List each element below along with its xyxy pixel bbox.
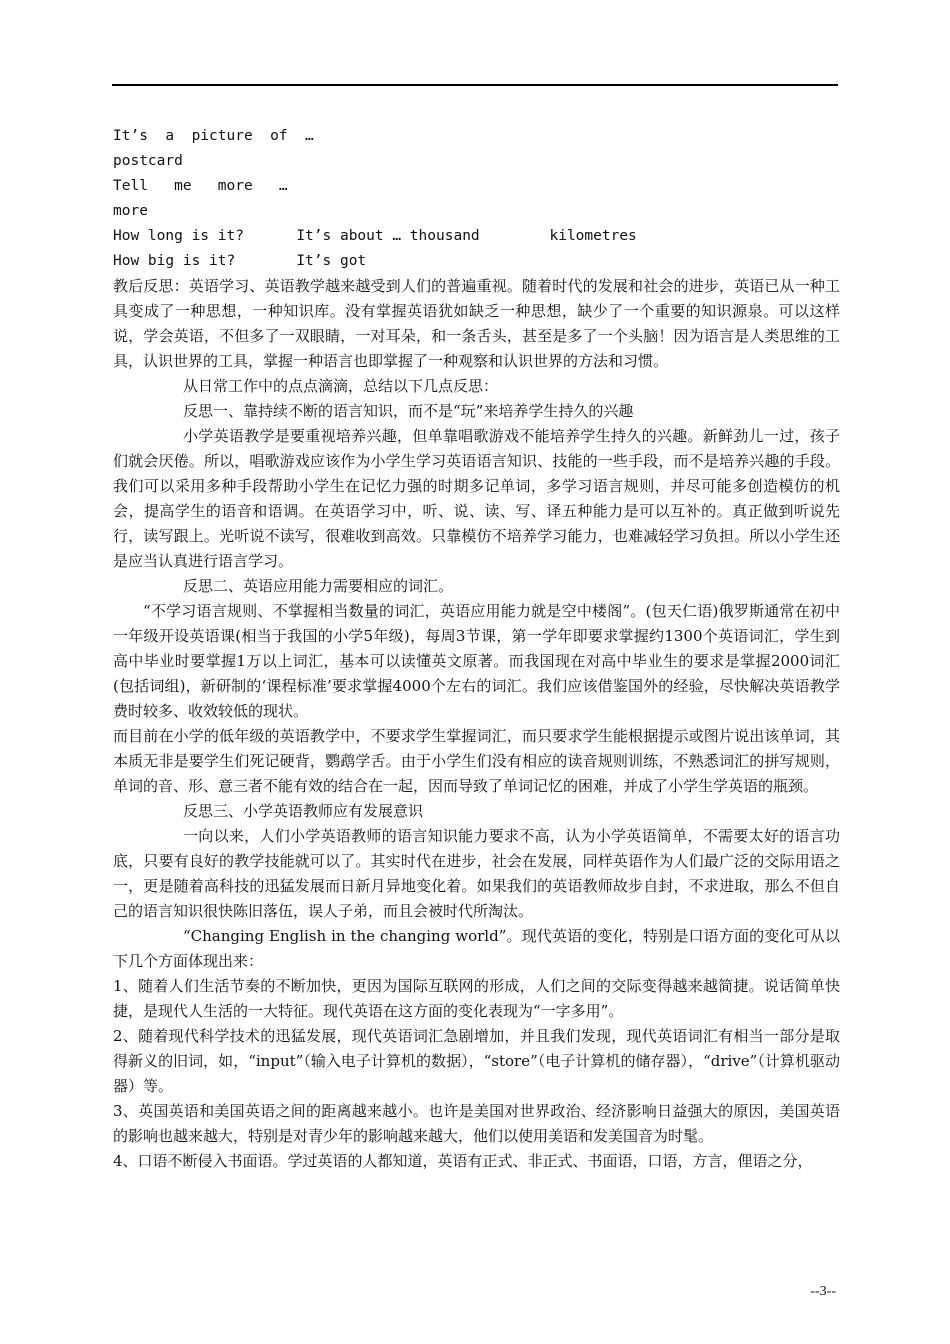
reflection-2-quote: “不学习语言规则、不掌握相当数量的词汇，英语应用能力就是空中楼阁”。(包天仁语)俄罗斯通常在初中一年级开设英语课(相当于我国的小学5年级)，每周3节课，第一学年即要求掌握约1300个英语词汇，学生到高中毕业时要掌握1万以上词汇，基本可以读懂英文原著。而我国现在对高中毕业生的要求是掌握2000词汇(包括词组)，新研制的‘课程标准’要求掌握4000个左右的词汇。我们应该借鉴国外的经验，尽快解决英语教学费时较多、收效较低的现状。 bbox=[113, 602, 840, 720]
reflection-2-body: 而目前在小学的低年级的英语教学中，不要求学生掌握词汇，而只要求学生能根据提示或图片说出该单词，其本质无非是要学生们死记硬背，鹦鹉学舌。由于小学生们没有相应的读音规则训练，不熟悉词汇的拼写规则，单词的音、形、意三者不能有效的结合在一起，因而导致了单词记忆的困难，并成了小学生学英语的瓶颈。 bbox=[113, 727, 840, 795]
english-line-4: more bbox=[113, 203, 148, 219]
list-item-1: 1、随着人们生活节奏的不断加快，更因为国际互联网的形成，人们之间的交际变得越来越简捷。说话简单快捷，是现代人生活的一大特征。现代英语在这方面的变化表现为“一字多用”。 bbox=[113, 977, 840, 1020]
english-line-1: It’s a picture of … bbox=[113, 128, 314, 144]
reflection-heading-2: 反思二、英语应用能力需要相应的词汇。 bbox=[183, 577, 454, 595]
reflection-heading-1: 反思一、靠持续不断的语言知识，而不是“玩”来培养学生持久的兴趣 bbox=[183, 402, 634, 420]
header-rule bbox=[112, 84, 838, 86]
reflection-intro: 教后反思：英语学习、英语教学越来越受到人们的普遍重视。随着时代的发展和社会的进步，英语已从一种工具变成了一种思想，一种知识库。没有掌握英语犹如缺乏一种思想，缺少了一个重要的知识源泉。可以这样说，学会英语，不但多了一双眼睛，一对耳朵，和一条舌头，甚至是多了一个头脑！因为语言是人类思维的工具，认识世界的工具，掌握一种语言也即掌握了一种观察和认识世界的方法和习惯。 bbox=[113, 277, 840, 370]
english-line-5: How long is it? It’s about … thousand kilometres bbox=[113, 228, 637, 244]
list-item-3: 3、英国英语和美国英语之间的距离越来越小。也许是美国对世界政治、经济影响日益强大的原因，美国英语的影响也越来越大，特别是对青少年的影响越来越大，他们以使用美语和发美国音为时髦。 bbox=[113, 1102, 840, 1145]
english-line-3: Tell me more … bbox=[113, 178, 288, 194]
reflection-summary: 从日常工作中的点点滴滴，总结以下几点反思： bbox=[183, 377, 499, 395]
page-number: --3-- bbox=[810, 1284, 836, 1299]
reflection-1-body: 小学英语教学是要重视培养兴趣，但单靠唱歌游戏不能培养学生持久的兴趣。新鲜劲儿一过，孩子们就会厌倦。所以，唱歌游戏应该作为小学生学习英语语言知识、技能的一些手段，而不是培养兴趣的手段。我们可以采用多种手段帮助小学生在记忆力强的时期多记单词，多学习语言规则，并尽可能多创造模仿的机会，提高学生的语音和语调。在英语学习中，听、说、读、写、译五种能力是可以互补的。真正做到听说先行，读写跟上。光听说不读写，很难收到高效。只靠模仿不培养学习能力，也难减轻学习负担。所以小学生还是应当认真进行语言学习。 bbox=[113, 427, 840, 570]
list-item-4: 4、口语不断侵入书面语。学过英语的人都知道，英语有正式、非正式、书面语，口语，方言，俚语之分， bbox=[113, 1152, 813, 1170]
changing-english-intro: “Changing English in the changing world”。现代英语的变化，特别是口语方面的变化可从以下几个方面体现出来： bbox=[113, 927, 840, 970]
english-line-2: postcard bbox=[113, 153, 183, 169]
english-line-6: How big is it? It’s got bbox=[113, 253, 367, 269]
list-item-2: 2、随着现代科学技术的迅猛发展，现代英语词汇急剧增加，并且我们发现，现代英语词汇有相当一部分是取得新义的旧词，如，“input”（输入电子计算机的数据），“store”（电子计算机的储存器），“drive”（计算机驱动器）等。 bbox=[113, 1027, 840, 1095]
document-body bbox=[113, 124, 840, 1174]
reflection-3-body: 一向以来，人们小学英语教师的语言知识能力要求不高，认为小学英语简单，不需要太好的语言功底，只要有良好的教学技能就可以了。其实时代在进步，社会在发展，同样英语作为人们最广泛的交际用语之一，更是随着高科技的迅猛发展而日新月异地变化着。如果我们的英语教师故步自封，不求进取，那么不但自己的语言知识很快陈旧落伍，误人子弟，而且会被时代所淘汰。 bbox=[113, 827, 840, 920]
reflection-heading-3: 反思三、小学英语教师应有发展意识 bbox=[183, 802, 424, 820]
